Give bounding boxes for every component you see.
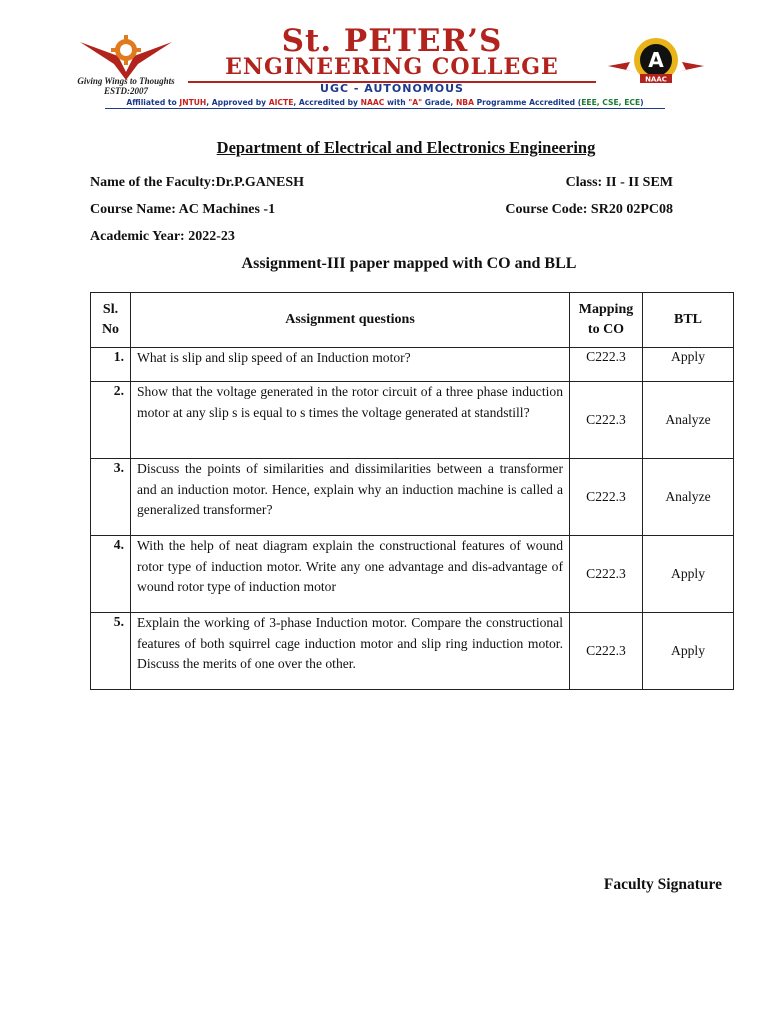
row-question: Discuss the points of similarities and dissimilarities between a transformer and an induction motor. Hence, explain why an induction machine is called a generalized transformer? [131, 459, 570, 536]
aff-part: Affiliated to [126, 98, 180, 107]
affiliation-rule [105, 108, 665, 109]
header-questions: Assignment questions [131, 293, 570, 348]
header-sl-line2: No [101, 322, 120, 337]
class-label: Class: II - II SEM [565, 175, 673, 190]
row-btl: Apply [643, 348, 734, 382]
aff-part: Programme Accredited ( [473, 98, 582, 107]
tagline-text: Giving Wings to Thoughts [77, 76, 175, 86]
college-logo-icon [78, 34, 174, 82]
row-co: C222.3 [570, 382, 643, 459]
aff-part: Grade, [422, 98, 456, 107]
aff-grade: "A" [408, 98, 423, 107]
letterhead [0, 0, 768, 120]
aff-jntuh: JNTUH [179, 98, 207, 107]
assignment-title: Assignment-III paper mapped with CO and BLL [241, 255, 577, 272]
row-btl: Analyze [643, 382, 734, 459]
table-header-row [91, 293, 734, 348]
row-sl: 2. [91, 382, 131, 459]
aff-part: ) [640, 98, 644, 107]
college-name-line1: St. PETER’S [281, 23, 503, 59]
department-title [0, 138, 768, 158]
course-name: Course Name: AC Machines -1 [90, 202, 276, 217]
header-mapping [570, 293, 643, 348]
department-title-text: Department of Electrical and Electronics Engineering [216, 138, 596, 157]
row-question: Show that the voltage generated in the rotor circuit of a three phase induction motor at any slip s is equal to s times the voltage generated at standstill? [131, 382, 570, 459]
row-sl: 5. [91, 613, 131, 690]
estd-text: ESTD:2007 [103, 86, 148, 96]
row-co: C222.3 [570, 459, 643, 536]
row-sl: 1. [91, 348, 131, 382]
naac-badge-text: NAAC [645, 75, 667, 84]
row-co: C222.3 [570, 613, 643, 690]
row-co: C222.3 [570, 348, 643, 382]
table-row [91, 382, 734, 459]
row-co: C222.3 [570, 536, 643, 613]
affiliation-line [105, 98, 665, 107]
college-name [184, 23, 600, 80]
header-sl-line1: Sl. [102, 302, 119, 317]
row-question: With the help of neat diagram explain the constructional features of wound rotor type of induction motor. Write any one advantage and dis-advantage of wound rotor type of induction motor [131, 536, 570, 613]
aff-nba: NBA [455, 98, 474, 107]
aff-programs: EEE, CSE, ECE [581, 98, 641, 107]
naac-badge-letter: A [648, 48, 664, 72]
row-btl: Apply [643, 536, 734, 613]
header-btl: BTL [643, 293, 734, 348]
naac-badge-icon [606, 36, 706, 86]
table-row [91, 348, 734, 382]
assignment-table [90, 292, 734, 690]
table-row [91, 536, 734, 613]
aff-aicte: AICTE [268, 98, 294, 107]
row-question: Explain the working of 3-phase Induction motor. Compare the constructional features of both squirrel cage induction motor and slip ring induction motor. Discuss the merits of one over the other. [131, 613, 570, 690]
aff-naac: NAAC [360, 98, 385, 107]
faculty-name: Name of the Faculty:Dr.P.GANESH [90, 175, 305, 190]
row-btl: Analyze [643, 459, 734, 536]
header-co-line1: Mapping [578, 302, 634, 317]
aff-part: with [384, 98, 409, 107]
aff-part: , Accredited by [293, 98, 361, 107]
row-btl: Apply [643, 613, 734, 690]
course-code: Course Code: SR20 02PC08 [505, 202, 673, 217]
row-sl: 4. [91, 536, 131, 613]
tagline [68, 76, 184, 96]
header-co-line2: to CO [587, 322, 625, 337]
autonomous-label: UGC - AUTONOMOUS [320, 82, 464, 95]
college-name-line2: ENGINEERING COLLEGE [225, 54, 559, 80]
table-row [91, 613, 734, 690]
aff-part: , Approved by [206, 98, 269, 107]
table-row [91, 459, 734, 536]
faculty-signature-label: Faculty Signature [603, 876, 722, 893]
academic-year: Academic Year: 2022-23 [90, 229, 235, 244]
row-question: What is slip and slip speed of an Induction motor? [131, 348, 570, 382]
row-sl: 3. [91, 459, 131, 536]
header-sl-no [91, 293, 131, 348]
